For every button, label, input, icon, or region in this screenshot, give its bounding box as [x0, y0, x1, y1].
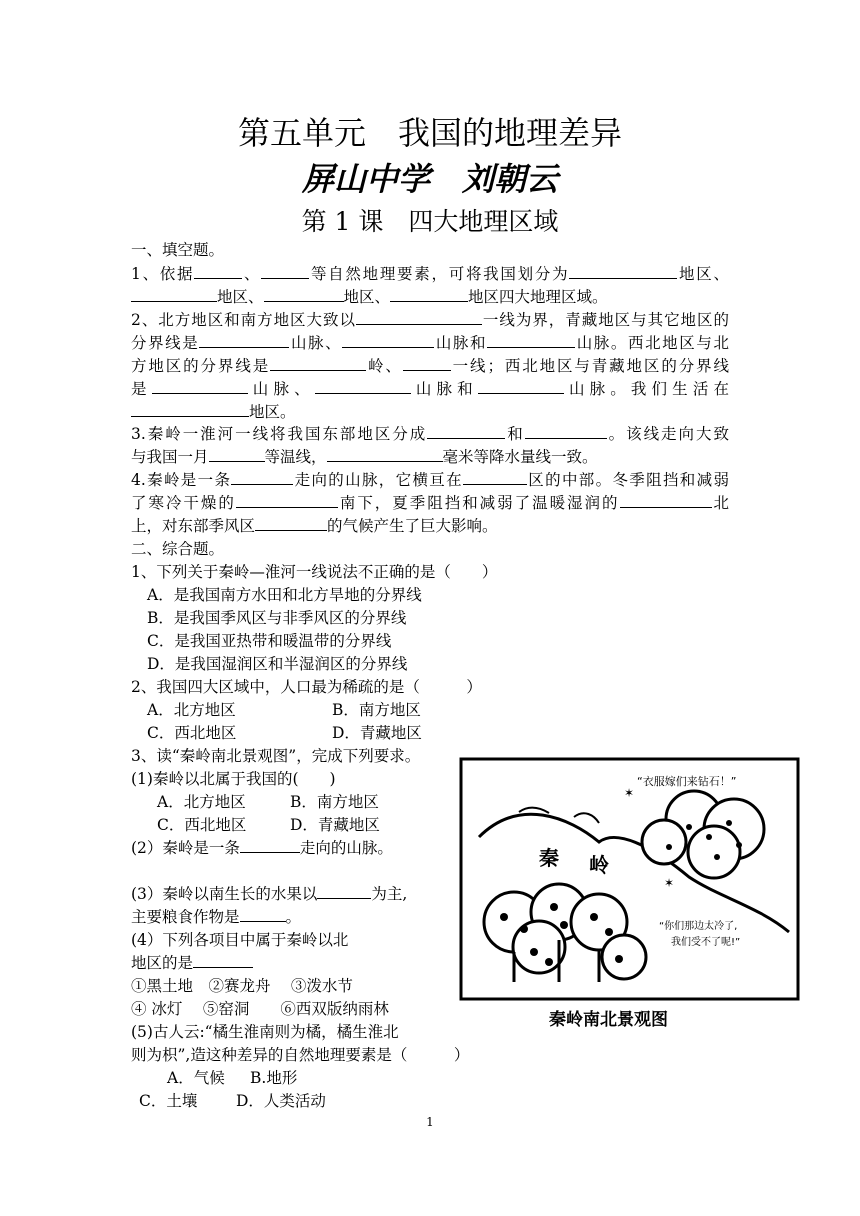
lesson-title: 第 1 课 四大地理区域 — [301, 207, 559, 236]
q3-line-1: 3.秦岭一淮河一线将我国东部地区分成 和 。该线走向大致 — [131, 425, 729, 443]
c3-part-1: (1)秦岭以北属于我国的( ) — [131, 770, 336, 788]
c3-part-4-line-2: 地区的是 — [131, 953, 253, 973]
c1-stem: 1、下列关于秦岭—淮河一线说法不正确的是（ ） — [131, 563, 498, 581]
q4-line-3: 上，对东部季风区 的气候产生了巨大影响。 — [131, 517, 498, 535]
c3-part-5-option-b: B.地形 — [250, 1069, 298, 1087]
speech-bubble-bottom-line-2: 我们受不了呢!” — [671, 937, 741, 948]
c3-part-1-option-d: D．青藏地区 — [290, 816, 380, 834]
q2-line-1: 2、北方地区和南方地区大致以 一线为界，青藏地区与其它地区的 — [131, 311, 729, 329]
star-decoration: ✶ — [624, 786, 635, 800]
q2-line-4: 是 山脉、 山脉和 山脉。我们生活在 — [131, 380, 729, 398]
c3-part-2: (2）秦岭是一条 走向的山脉。 — [131, 839, 393, 857]
q2-line-3: 方地区的分界线是 岭、 一线；西北地区与青藏地区的分界线 — [131, 357, 729, 375]
figure-caption: 秦岭南北景观图 — [549, 1010, 668, 1030]
qinling-landscape-figure — [459, 757, 820, 1042]
c3-part-5-option-d: D．人类活动 — [236, 1092, 326, 1110]
c3-part-5-option-c: C．土壤 — [139, 1092, 198, 1110]
c3-stem: 3、读“秦岭南北景观图”，完成下列要求。 — [131, 747, 421, 765]
c2-stem: 2、我国四大区域中，人口最为稀疏的是（ ） — [131, 678, 482, 696]
q2-line-5: 地区。 — [131, 402, 296, 422]
q1-line-2: 地区、 地区、 地区四大地理区域。 — [131, 287, 608, 307]
c3-part-4-line-1: (4）下列各项目中属于秦岭以北 — [131, 931, 349, 949]
q3-line-2: 与我国一月 等温线， 毫米等降水量线一致。 — [131, 448, 598, 466]
c1-option-d: D．是我国湿润区和半湿润区的分界线 — [147, 655, 408, 673]
c3-part-3-line-2: 主要粮食作物是 。 — [131, 908, 302, 926]
mountain-label-qin: 秦 — [539, 846, 559, 870]
landscape-illustration — [459, 757, 820, 1042]
c2-option-d: D．青藏地区 — [332, 724, 422, 742]
c1-option-b: B．是我国季风区与非季风区的分界线 — [147, 609, 407, 627]
c3-part-5-line-2: 则为枳”,造这种差异的自然地理要素是（ ） — [131, 1046, 470, 1064]
c3-part-4-items-1: ①黑土地 ②赛龙舟 ③泼水节 — [131, 977, 353, 995]
page-number: 1 — [426, 1115, 434, 1129]
c3-part-5-option-a: A．气候 — [167, 1069, 225, 1087]
q2-line-2: 分界线是 山脉、 山脉和 山脉。西北地区与北 — [131, 334, 729, 352]
c3-part-3-line-1: (3）秦岭以南生长的水果以 为主, — [131, 885, 408, 903]
q4-line-2: 了寒冷干燥的 南下，夏季阻挡和减弱了温暖湿润的 北 — [131, 494, 729, 512]
unit-title: 第五单元 我国的地理差异 — [237, 114, 622, 152]
q4-line-1: 4.秦岭是一条 走向的山脉，它横亘在 区的中部。冬季阻挡和减弱 — [131, 471, 729, 489]
c2-option-a: A．北方地区 — [147, 701, 236, 719]
speech-bubble-bottom-line-1: “你们那边太冷了, — [659, 921, 738, 932]
section-2-heading: 二、综合题。 — [131, 540, 225, 558]
mountain-label-ling: 岭 — [589, 853, 609, 877]
c2-option-c: C．西北地区 — [147, 724, 237, 742]
section-1-heading: 一、填空题。 — [131, 241, 225, 259]
star-decoration-2: ✶ — [664, 876, 675, 890]
c3-part-1-option-b: B．南方地区 — [290, 793, 379, 811]
c2-option-b: B．南方地区 — [332, 701, 421, 719]
speech-bubble-top: “衣服嫁们来钻石！” — [637, 775, 737, 788]
author-line: 屏山中学 刘朝云 — [301, 160, 558, 198]
q1-line-1: 1、依据 、 等自然地理要素，可将我国划分为 地区、 — [131, 265, 729, 283]
c1-option-a: A．是我国南方水田和北方旱地的分界线 — [147, 586, 422, 604]
c1-option-c: C．是我国亚热带和暖温带的分界线 — [147, 632, 392, 650]
c3-part-1-option-c: C．西北地区 — [157, 816, 247, 834]
c3-part-5-line-1: (5)古人云:“橘生淮南则为橘，橘生淮北 — [131, 1023, 399, 1041]
c3-part-1-option-a: A．北方地区 — [157, 793, 246, 811]
c3-part-4-items-2: ④ 冰灯 ⑤窑洞 ⑥西双版纳雨林 — [131, 1000, 389, 1018]
